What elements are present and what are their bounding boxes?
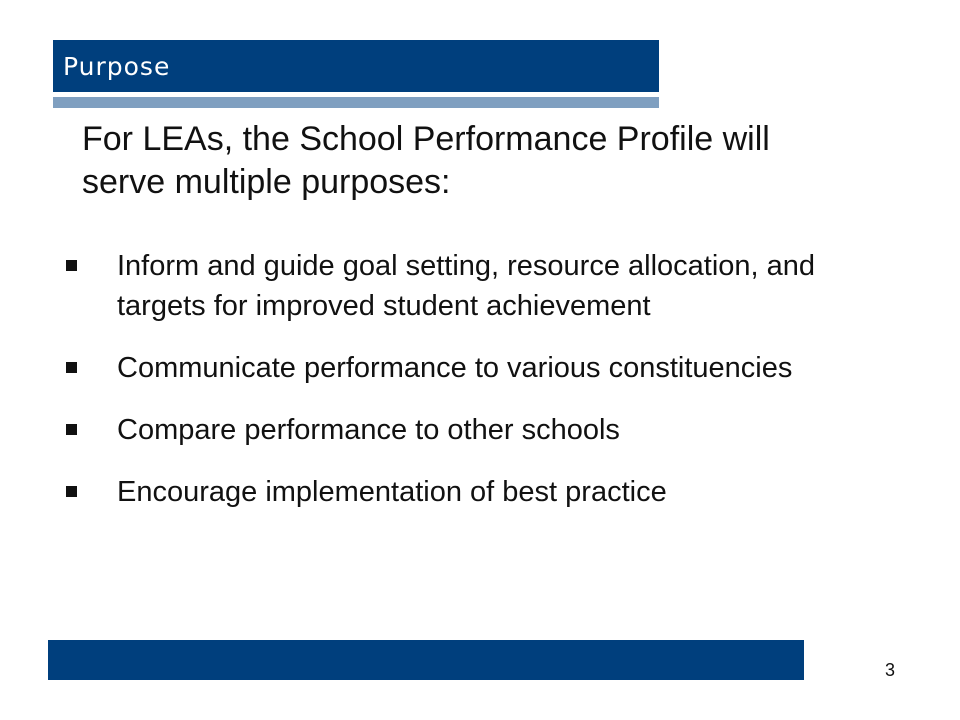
page-number: 3 bbox=[885, 660, 896, 680]
slide-subtitle: For LEAs, the School Performance Profile will serve multiple purposes: bbox=[82, 120, 770, 201]
bullet-text: Compare performance to other schools bbox=[117, 414, 620, 446]
bullet-item bbox=[62, 348, 882, 388]
square-bullet-icon bbox=[66, 424, 77, 435]
bullet-list bbox=[62, 246, 882, 534]
bullet-text: Encourage implementation of best practice bbox=[117, 476, 667, 508]
bullet-text: Communicate performance to various constituencies bbox=[117, 352, 793, 384]
square-bullet-icon bbox=[66, 486, 77, 497]
bullet-item bbox=[62, 246, 882, 326]
square-bullet-icon bbox=[66, 260, 77, 271]
header-bar bbox=[53, 40, 659, 92]
header-underline bbox=[53, 97, 659, 108]
bullet-item bbox=[62, 472, 882, 512]
square-bullet-icon bbox=[66, 362, 77, 373]
bullet-text: Inform and guide goal setting, resource allocation, and targets for improved student achievement bbox=[117, 250, 816, 322]
footer-bar bbox=[48, 640, 804, 680]
slide-title: Purpose bbox=[63, 52, 171, 81]
bullet-item bbox=[62, 410, 882, 450]
